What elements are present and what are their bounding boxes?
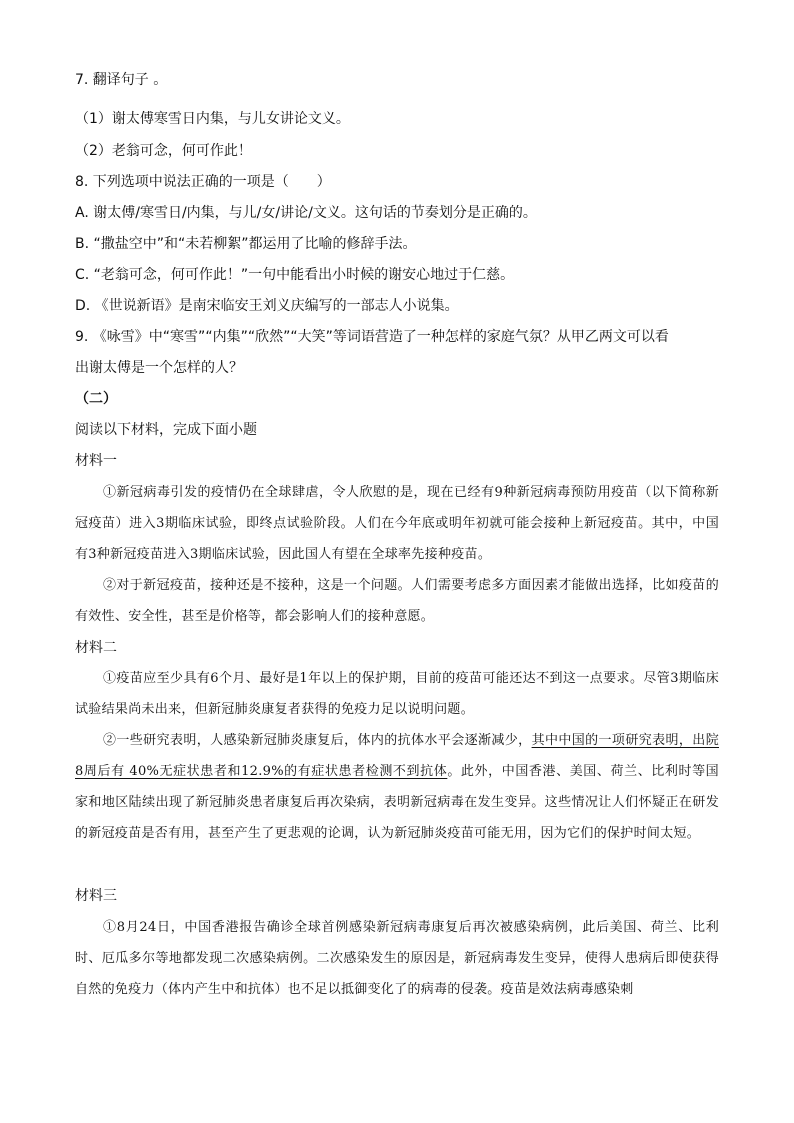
q9-line-2: 出谢太傅是一个怎样的人？	[75, 360, 243, 376]
q9-line-1: 9. 《咏雪》中“寒雪”“内集”“欣然”“大笑”等词语营造了一种怎样的家庭气氛？从甲乙两文可以看	[75, 329, 669, 345]
material-2-heading: 材料二	[75, 640, 117, 656]
q8-option-b: B. “撒盐空中”和“未若柳絮”都运用了比喻的修辞手法。	[75, 236, 417, 252]
q7-item-2: （2）老翁可念，何可作此！	[75, 143, 252, 159]
section-instruction: 阅读以下材料，完成下面小题	[75, 422, 257, 438]
material-1-paragraph-1: ①新冠病毒引发的疫情仍在全球肆虐，令人欣慰的是，现在已经有9种新冠病毒预防用疫苗（以下简称新冠疫苗）进入3期临床试验，即终点试验阶段。人们在今年底或明年初就可能会接种上新冠疫苗。其中，中国有3种新冠疫苗进入3期临床试验，因此国人有望在全球率先接种疫苗。	[75, 485, 719, 562]
section-heading: （二）	[75, 391, 117, 407]
material-1-heading: 材料一	[75, 453, 117, 469]
q7-title: 7. 翻译句子 。	[75, 72, 168, 88]
q8-option-c: C. “老翁可念，何可作此！”一句中能看出小时候的谢安心地过于仁慈。	[75, 267, 515, 283]
material-2-p2-start: ②一些研究表明，人感染新冠肺炎康复后，体内的抗体水平会逐渐减少，	[103, 733, 532, 748]
material-1-paragraph-2: ②对于新冠疫苗，接种还是不接种，这是一个问题。人们需要考虑多方面因素才能做出选择，比如疫苗的有效性、安全性，甚至是价格等，都会影响人们的接种意愿。	[75, 578, 719, 624]
q8-option-a: A. 谢太傅/寒雪日/内集，与儿/女/讲论/文义。这句话的节奏划分是正确的。	[75, 205, 537, 221]
material-3-paragraph-1: ①8月24日，中国香港报告确诊全球首例感染新冠病毒康复后再次被感染病例，此后美国、荷兰、比利时、厄瓜多尔等地都发现二次感染病例。二次感染发生的原因是，新冠病毒发生变异，使得人患病后即使获得自然的免疫力（体内产生中和抗体）也不足以抵御变化了的病毒的侵袭。疫苗是效法病毒感染刺	[75, 920, 719, 997]
q8-option-d: D. 《世说新语》是南宋临安王刘义庆编写的一部志人小说集。	[75, 298, 459, 314]
material-2-p2-rest: 。此外，中国香港、美国、荷兰、比利时等国家和地区陆续出现了新冠肺炎患者康复后再次染病，表明新冠病毒在发生变异。这些情况让人们怀疑正在研发的新冠疫苗是否有用，甚至产生了更悲观的论调，认为新冠肺炎疫苗可能无用，因为它们的保护时间太短。	[75, 764, 719, 841]
q7-item-1: （1）谢太傅寒雪日内集，与儿女讲论文义。	[75, 111, 350, 127]
material-2-p2-underlined: 其中中国的一项研究表明，出院8周后有 40%无症状患者和12.9%的有症状患者检测不到抗体	[75, 733, 719, 779]
material-3-heading: 材料三	[75, 888, 117, 904]
material-2-paragraph-2	[75, 725, 719, 849]
material-2-paragraph-1: ①疫苗应至少具有6个月、最好是1年以上的保护期，目前的疫苗可能还达不到这一点要求。尽管3期临床试验结果尚未出来，但新冠肺炎康复者获得的免疫力足以说明问题。	[75, 671, 719, 717]
q8-title: 8. 下列选项中说法正确的一项是（ ）	[75, 174, 331, 190]
